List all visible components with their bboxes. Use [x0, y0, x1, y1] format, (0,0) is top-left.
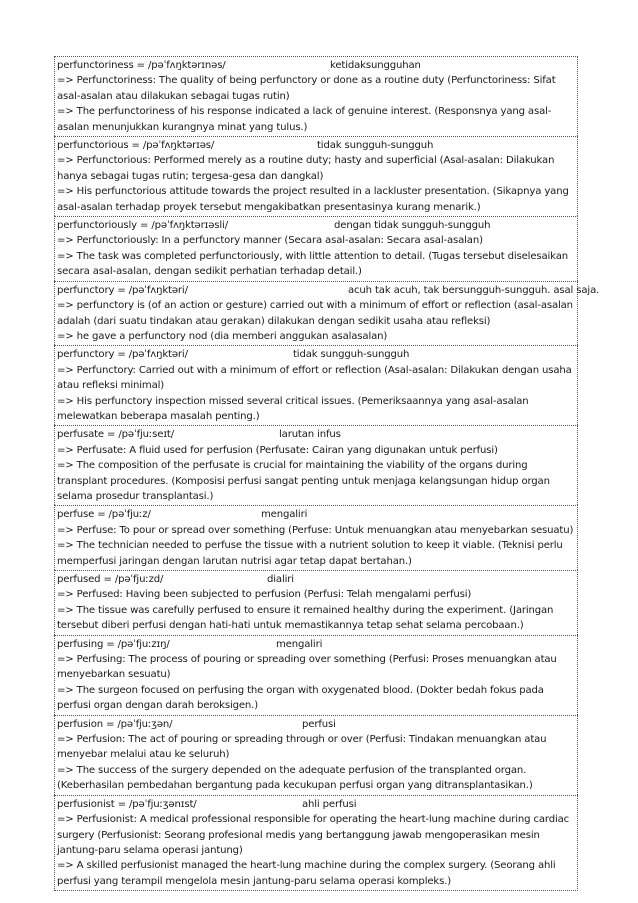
- term-meaning: ahli perfusi: [302, 798, 357, 810]
- term-meaning: mengaliri: [276, 638, 323, 650]
- glossary-entry: [54, 795, 578, 891]
- term-pronunciation: perfused = /pəˈfjuːzd/: [57, 574, 164, 585]
- example-line: => The technician needed to perfuse the tissue with a nutrient solution to keep it viable. (Teknisi perlu memperfusi jaringan dengan larutan nutrisi agar tetap dapat bertahan.): [57, 540, 563, 567]
- glossary-entry: [54, 505, 578, 570]
- entry-heading: [57, 637, 575, 652]
- entry-heading: [57, 507, 575, 522]
- definition-line: => perfunctory is (of an action or gesture) carried out with a minimum of effort or reflection (asal-asalan adalah (dari suatu tindakan atau gerakan) dilakukan dengan sedikit usaha atau refleksi): [57, 300, 573, 327]
- term-meaning: acuh tak acuh, tak bersungguh-sungguh. asal saja.: [348, 284, 600, 296]
- definition-line: => Perfunctoriness: The quality of being perfunctory or done as a routine duty (Perfunctoriness: Sifat asal-asalan atau dilakukan sebagai tugas rutin): [57, 75, 556, 102]
- example-line: => The success of the surgery depended on the adequate perfusion of the transplanted organ. (Keberhasilan pembedahan bergantung pada kecukupan perfusi organ yang ditransplantasikan.): [57, 764, 533, 792]
- entry-heading: [57, 717, 575, 732]
- glossary-entry: [54, 136, 578, 216]
- entry-heading: [57, 797, 575, 812]
- example-line: => he gave a perfunctory nod (dia memberi anggukan asalasalan): [57, 330, 388, 342]
- term-meaning: tidak sungguh-sungguh: [317, 140, 434, 152]
- entry-heading: [57, 427, 575, 442]
- term-pronunciation: perfusionist = /pəˈfjuːʒənɪst/: [57, 798, 197, 810]
- glossary-sheet: [54, 56, 600, 891]
- entry-heading: [57, 572, 575, 587]
- term-meaning: dialiri: [267, 574, 294, 585]
- example-line: => The surgeon focused on perfusing the organ with oxygenated blood. (Dokter bedah fokus pada perfusi organ dengan darah beroksigen.): [57, 684, 544, 712]
- definition-line: => Perfunctory: Carried out with a minimum of effort or reflection (Asal-asalan: Dilakukan dengan usaha atau refleksi minimal): [57, 364, 572, 392]
- definition-line: => Perfunctoriously: In a perfunctory manner (Secara asal-asalan: Secara asal-asalan): [57, 235, 483, 247]
- term-pronunciation: perfunctorious = /pəˈfʌŋktərɪəs/: [57, 140, 215, 152]
- term-pronunciation: perfuse = /pəˈfjuːz/: [57, 509, 151, 521]
- glossary-entry: [54, 56, 578, 136]
- entry-heading: [57, 138, 575, 153]
- glossary-entry: [54, 570, 578, 635]
- glossary-entry: [54, 635, 578, 715]
- term-meaning: tidak sungguh-sungguh: [293, 349, 410, 361]
- definition-line: => Perfusionist: A medical professional responsible for operating the heart-lung machine during cardiac surgery (Perfusionist: Seorang profesional medis yang bertanggung jawab mengoperasikan mesin jantung-paru selama operasi jantung): [57, 814, 570, 856]
- term-pronunciation: perfusate = /pəˈfjuːseɪt/: [57, 429, 174, 441]
- entry-heading: [57, 218, 575, 233]
- example-line: => His perfunctory inspection missed several critical issues. (Pemeriksaannya yang asal-asalan melewatkan beberapa masalah penting.): [57, 395, 529, 422]
- term-meaning: dengan tidak sungguh-sungguh: [334, 220, 491, 232]
- example-line: => The task was completed perfunctoriously, with little attention to detail. (Tugas tersebut diselesaikan secara asal-asalan, dengan sedikit perhatian terhadap detail.): [57, 250, 568, 278]
- term-pronunciation: perfunctory = /pəˈfʌŋktəri/: [57, 349, 188, 361]
- term-meaning: ketidaksungguhan: [330, 60, 421, 71]
- term-pronunciation: perfusing = /pəˈfjuːzɪŋ/: [57, 638, 170, 650]
- entry-heading: [57, 347, 575, 362]
- term-meaning: larutan infus: [279, 429, 341, 441]
- definition-line: => Perfusing: The process of pouring or spreading over something (Perfusi: Proses menuangkan atau menyebarkan sesuatu): [57, 654, 557, 681]
- glossary-entry: [54, 715, 578, 795]
- entry-heading: [57, 283, 600, 298]
- term-meaning: mengaliri: [261, 509, 308, 521]
- example-line: => His perfunctorious attitude towards the project resulted in a lackluster presentation. (Sikapnya yang asal-asalan terhadap proyek tersebut mengakibatkan presentasinya kurang menarik.): [57, 186, 569, 213]
- example-line: => The tissue was carefully perfused to ensure it remained healthy during the experiment. (Jaringan tersebut diberi perfusi dengan hati-hati untuk memastikannya tetap sehat selama percobaan.): [57, 604, 554, 632]
- example-line: => The perfunctoriness of his response indicated a lack of genuine interest. (Responsnya yang asal-asalan menunjukkan kurangnya minat yang tulus.): [57, 106, 552, 133]
- term-pronunciation: perfunctory = /pəˈfʌŋktəri/: [57, 284, 188, 296]
- term-pronunciation: perfusion = /pəˈfjuːʒən/: [57, 718, 173, 730]
- glossary-entry: [54, 216, 578, 281]
- definition-line: => Perfusate: A fluid used for perfusion (Perfusate: Cairan yang digunakan untuk perfusi): [57, 444, 498, 456]
- glossary-entry: [54, 281, 600, 346]
- glossary-entry: [54, 345, 578, 425]
- example-line: => The composition of the perfusate is crucial for maintaining the viability of the organs during transplant procedures. (Komposisi perfusi sangat penting untuk menjaga kelangsungan hidup organ selama prosedur transplantasi.): [57, 460, 550, 502]
- example-line: => A skilled perfusionist managed the heart-lung machine during the complex surgery. (Seorang ahli perfusi yang terampil mengelola mesin jantung-paru selama operasi kompleks.): [57, 860, 556, 887]
- definition-line: => Perfusion: The act of pouring or spreading through or over (Perfusi: Tindakan menuangkan atau menyebar melalui atau ke seluruh): [57, 734, 547, 761]
- definition-line: => Perfunctorious: Performed merely as a routine duty; hasty and superficial (Asal-asalan: Dilakukan hanya sebagai tugas rutin; tergesa-gesa dan dangkal): [57, 155, 555, 182]
- definition-line: => Perfused: Having been subjected to perfusion (Perfusi: Telah mengalami perfusi): [57, 589, 472, 601]
- term-meaning: perfusi: [302, 718, 336, 730]
- term-pronunciation: perfunctoriously = /pəˈfʌŋktərɪəsli/: [57, 220, 228, 232]
- definition-line: => Perfuse: To pour or spread over something (Perfuse: Untuk menuangkan atau menyebarkan sesuatu): [57, 524, 574, 536]
- entry-heading: [57, 58, 575, 73]
- term-pronunciation: perfunctoriness = /pəˈfʌŋktərɪnəs/: [57, 60, 226, 71]
- glossary-entry: [54, 425, 578, 505]
